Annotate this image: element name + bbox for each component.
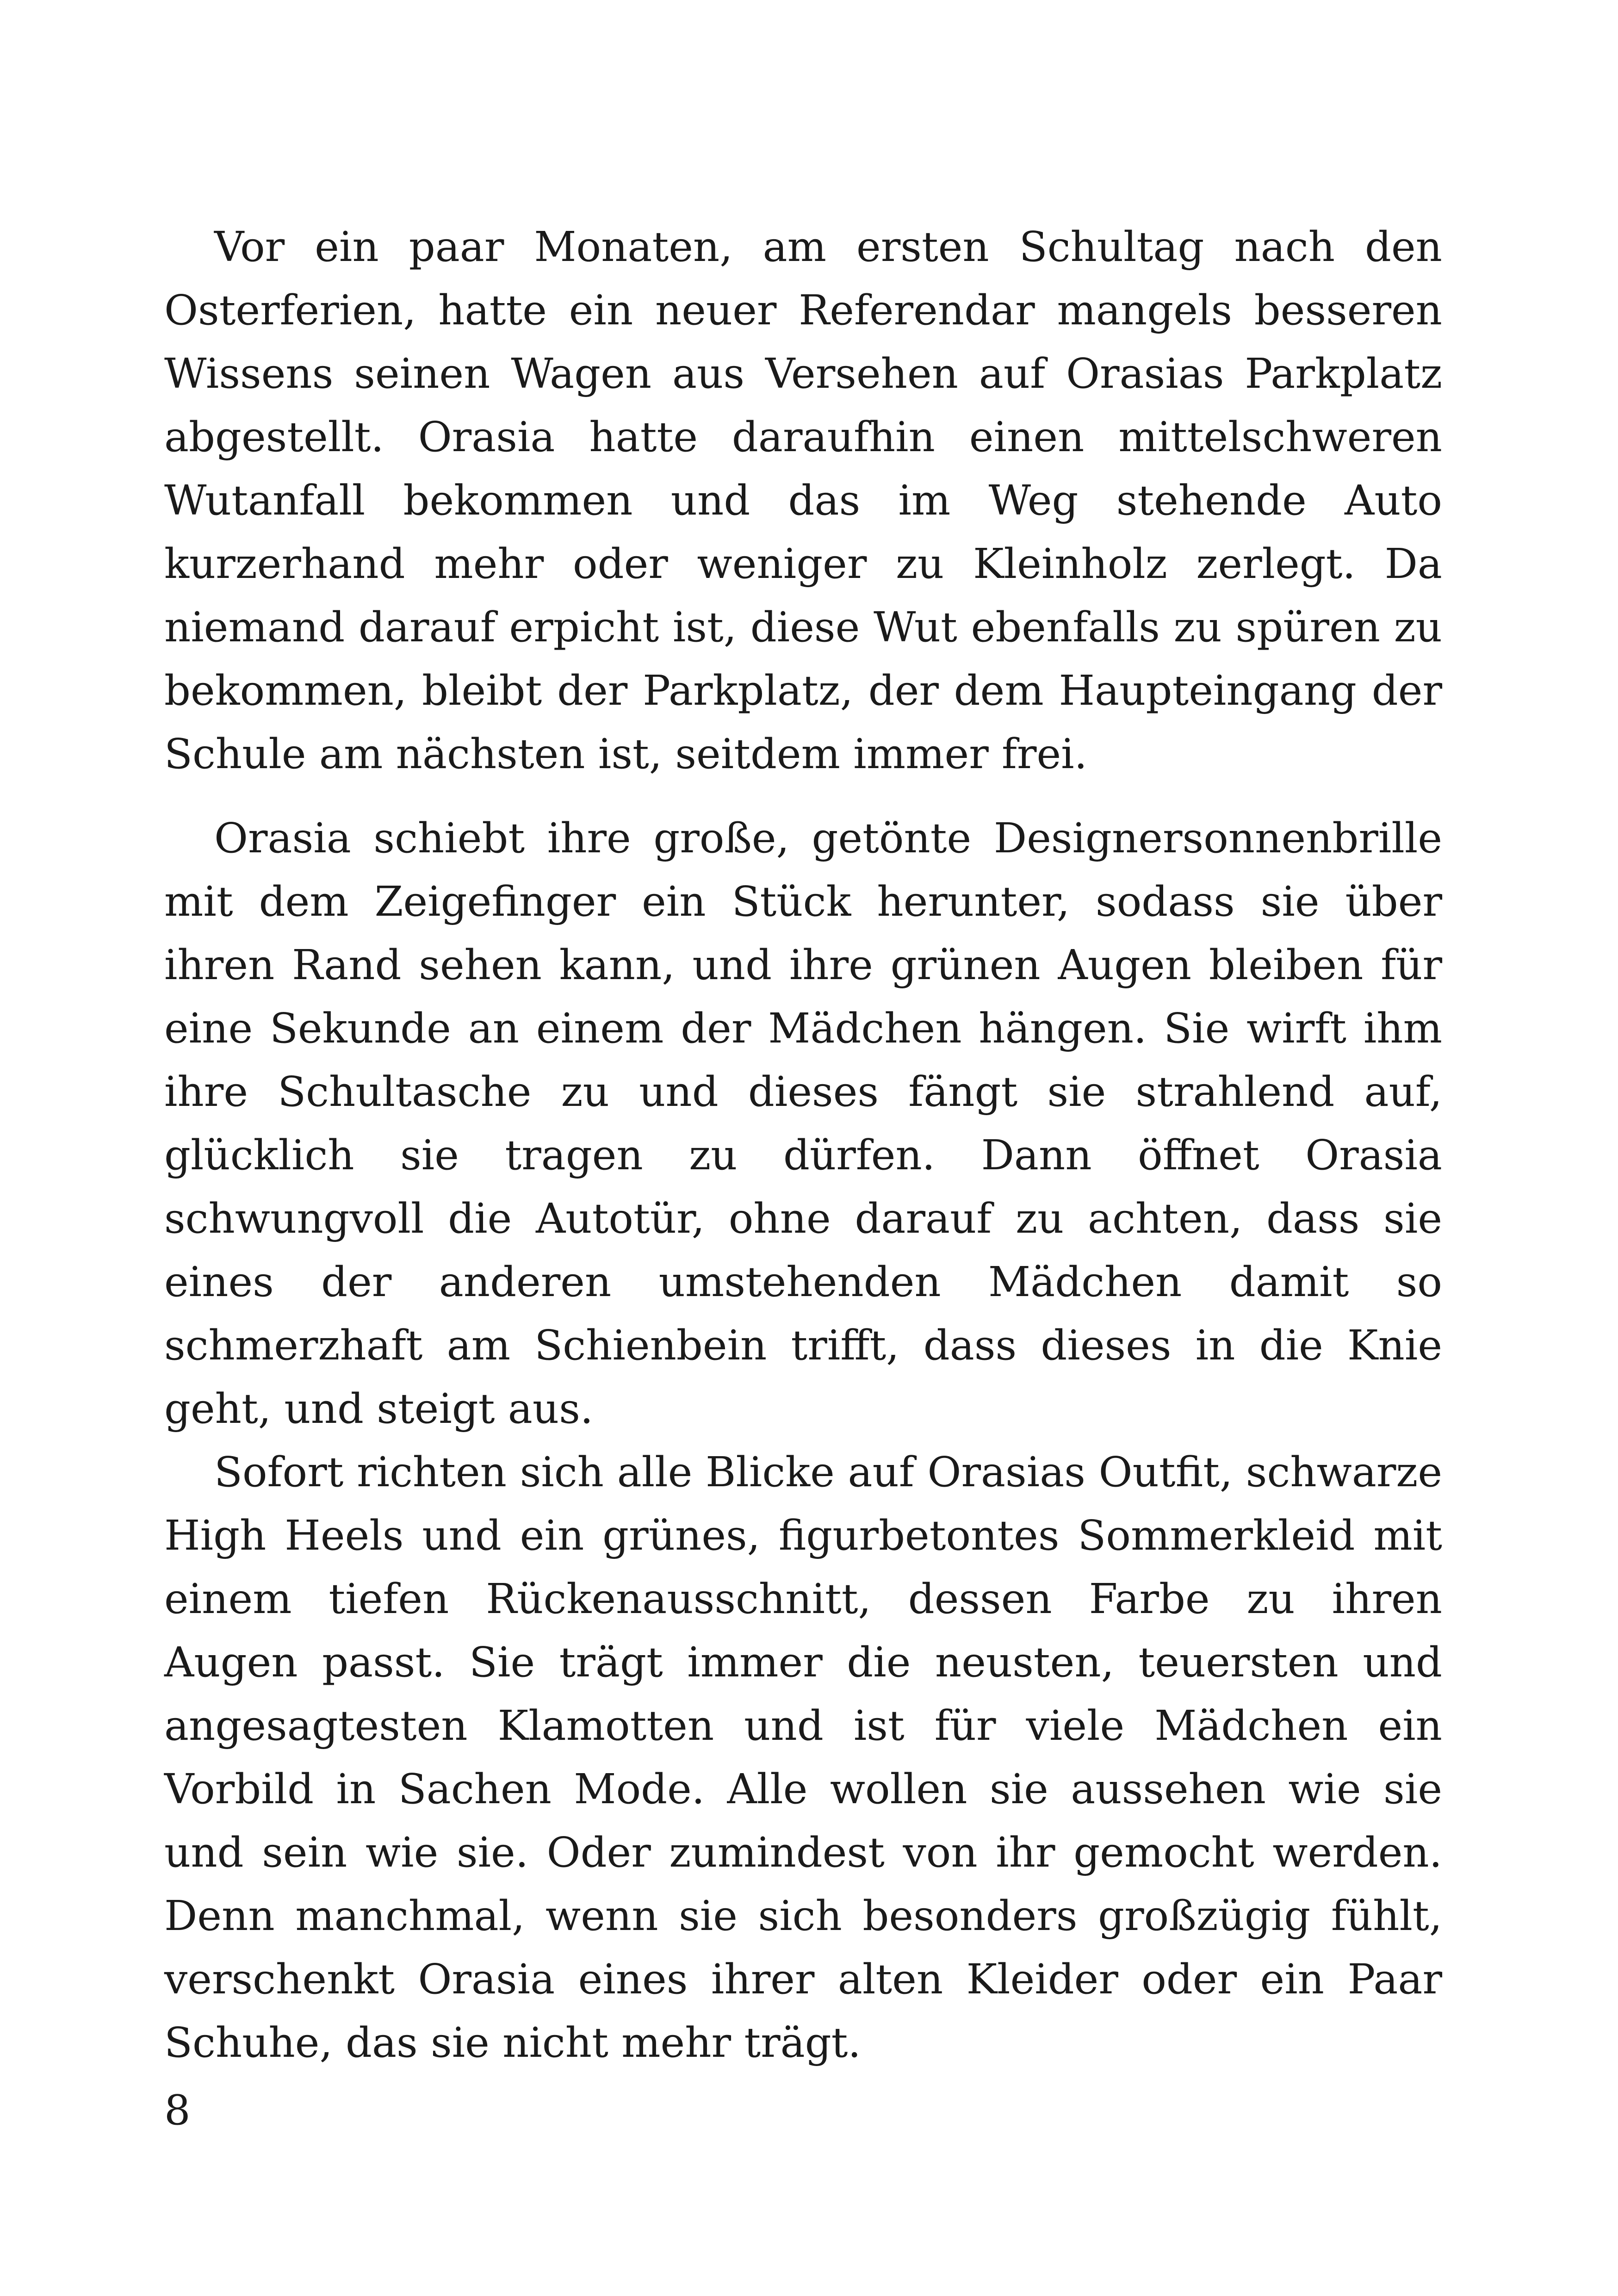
paragraph: Sofort richten sich alle Blicke auf Orasias Outfit, schwarze High Heels und ein grünes, figurbetontes Sommerkleid mit einem tiefen Rückenausschnitt, dessen Farbe zu ihren Augen passt. Sie trägt immer die neusten, teuersten und angesagtesten Klamotten und ist für viele Mädchen ein Vorbild in Sachen Mode. Alle wollen sie aussehen wie sie und sein wie sie. Oder zumindest von ihr gemocht werden. Denn manchmal, wenn sie sich besonders großzügig fühlt, verschenkt Orasia eines ihrer alten Kleider oder ein Paar Schuhe, das sie nicht mehr trägt. [164, 1448, 1442, 2066]
page-number: 8 [164, 2086, 191, 2134]
text-block-orasia-arrival [164, 807, 1442, 2074]
paragraph: Orasia schiebt ihre große, getönte Designersonnenbrille mit dem Zeigefinger ein Stück herunter, sodass sie über ihren Rand sehen kann, und ihre grünen Augen bleiben für eine Sekunde an einem der Mädchen hängen. Sie wirft ihm ihre Schultasche zu und dieses fängt sie strahlend auf, glücklich sie tragen zu dürfen. Dann öffnet Orasia schwungvoll die Autotür, ohne darauf zu achten, dass sie eines der anderen umstehenden Mädchen damit so schmerzhaft am Schienbein trifft, dass dieses in die Knie geht, und steigt aus. [164, 814, 1442, 1433]
paragraph: Vor ein paar Monaten, am ersten Schultag nach den Osterferien, hatte ein neuer Referendar mangels besseren Wissens seinen Wagen aus Versehen auf Orasias Parkplatz abgestellt. Orasia hatte daraufhin einen mittelschweren Wutanfall bekommen und das im Weg stehende Auto kurzerhand mehr oder weniger zu Kleinholz zerlegt. Da niemand darauf erpicht ist, diese Wut ebenfalls zu spüren zu bekommen, bleibt der Parkplatz, der dem Haupteingang der Schule am nächsten ist, seitdem immer frei. [164, 223, 1442, 778]
text-block-parking-story [164, 215, 1442, 786]
